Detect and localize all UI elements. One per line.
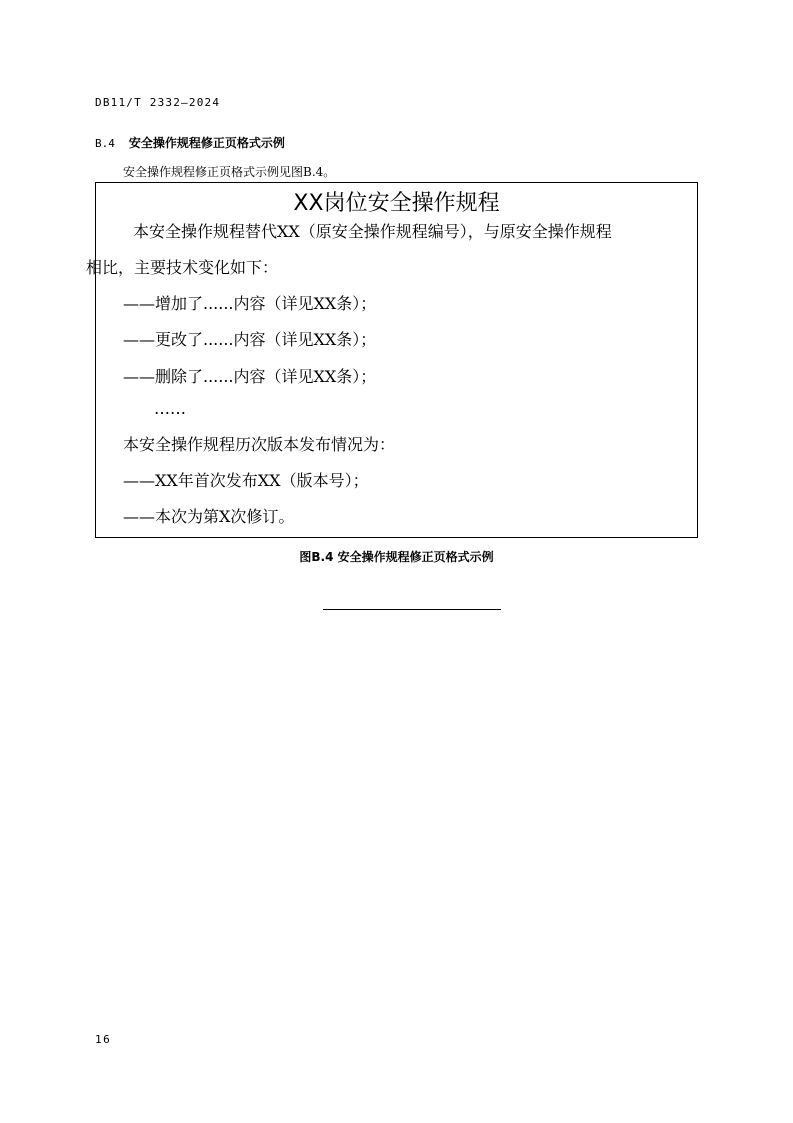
section-heading	[95, 134, 285, 151]
intro-paragraph: 安全操作规程修正页格式示例见图B.4。	[123, 165, 336, 179]
box-line-revision: ——本次为第X次修订。	[123, 507, 295, 526]
box-line-added: ——增加了......内容（详见XX条）；	[123, 294, 377, 313]
section-number: B.4	[95, 137, 115, 150]
end-divider	[323, 609, 501, 610]
page-number: 16	[95, 1033, 112, 1046]
box-line-first-release: ——XX年首次发布XX（版本号）；	[123, 471, 369, 490]
figure-caption: 图B.4 安全操作规程修正页格式示例	[299, 550, 494, 564]
document-code-header: DB11/T 2332—2024	[95, 96, 221, 109]
section-title: 安全操作规程修正页格式示例	[128, 136, 285, 150]
figure-box	[86, 182, 698, 538]
box-line-history: 本安全操作规程历次版本发布情况为：	[123, 435, 396, 454]
box-line-deleted: ——删除了......内容（详见XX条）；	[123, 367, 377, 386]
box-line-comparison: 相比，主要技术变化如下：	[86, 258, 279, 277]
figure-box-title: XX岗位安全操作规程	[293, 191, 500, 216]
box-line-replacement: 本安全操作规程替代XX（原安全操作规程编号），与原安全操作规程	[133, 222, 612, 241]
box-line-ellipsis: ……	[154, 399, 186, 418]
box-line-changed: ——更改了......内容（详见XX条）；	[123, 330, 377, 349]
